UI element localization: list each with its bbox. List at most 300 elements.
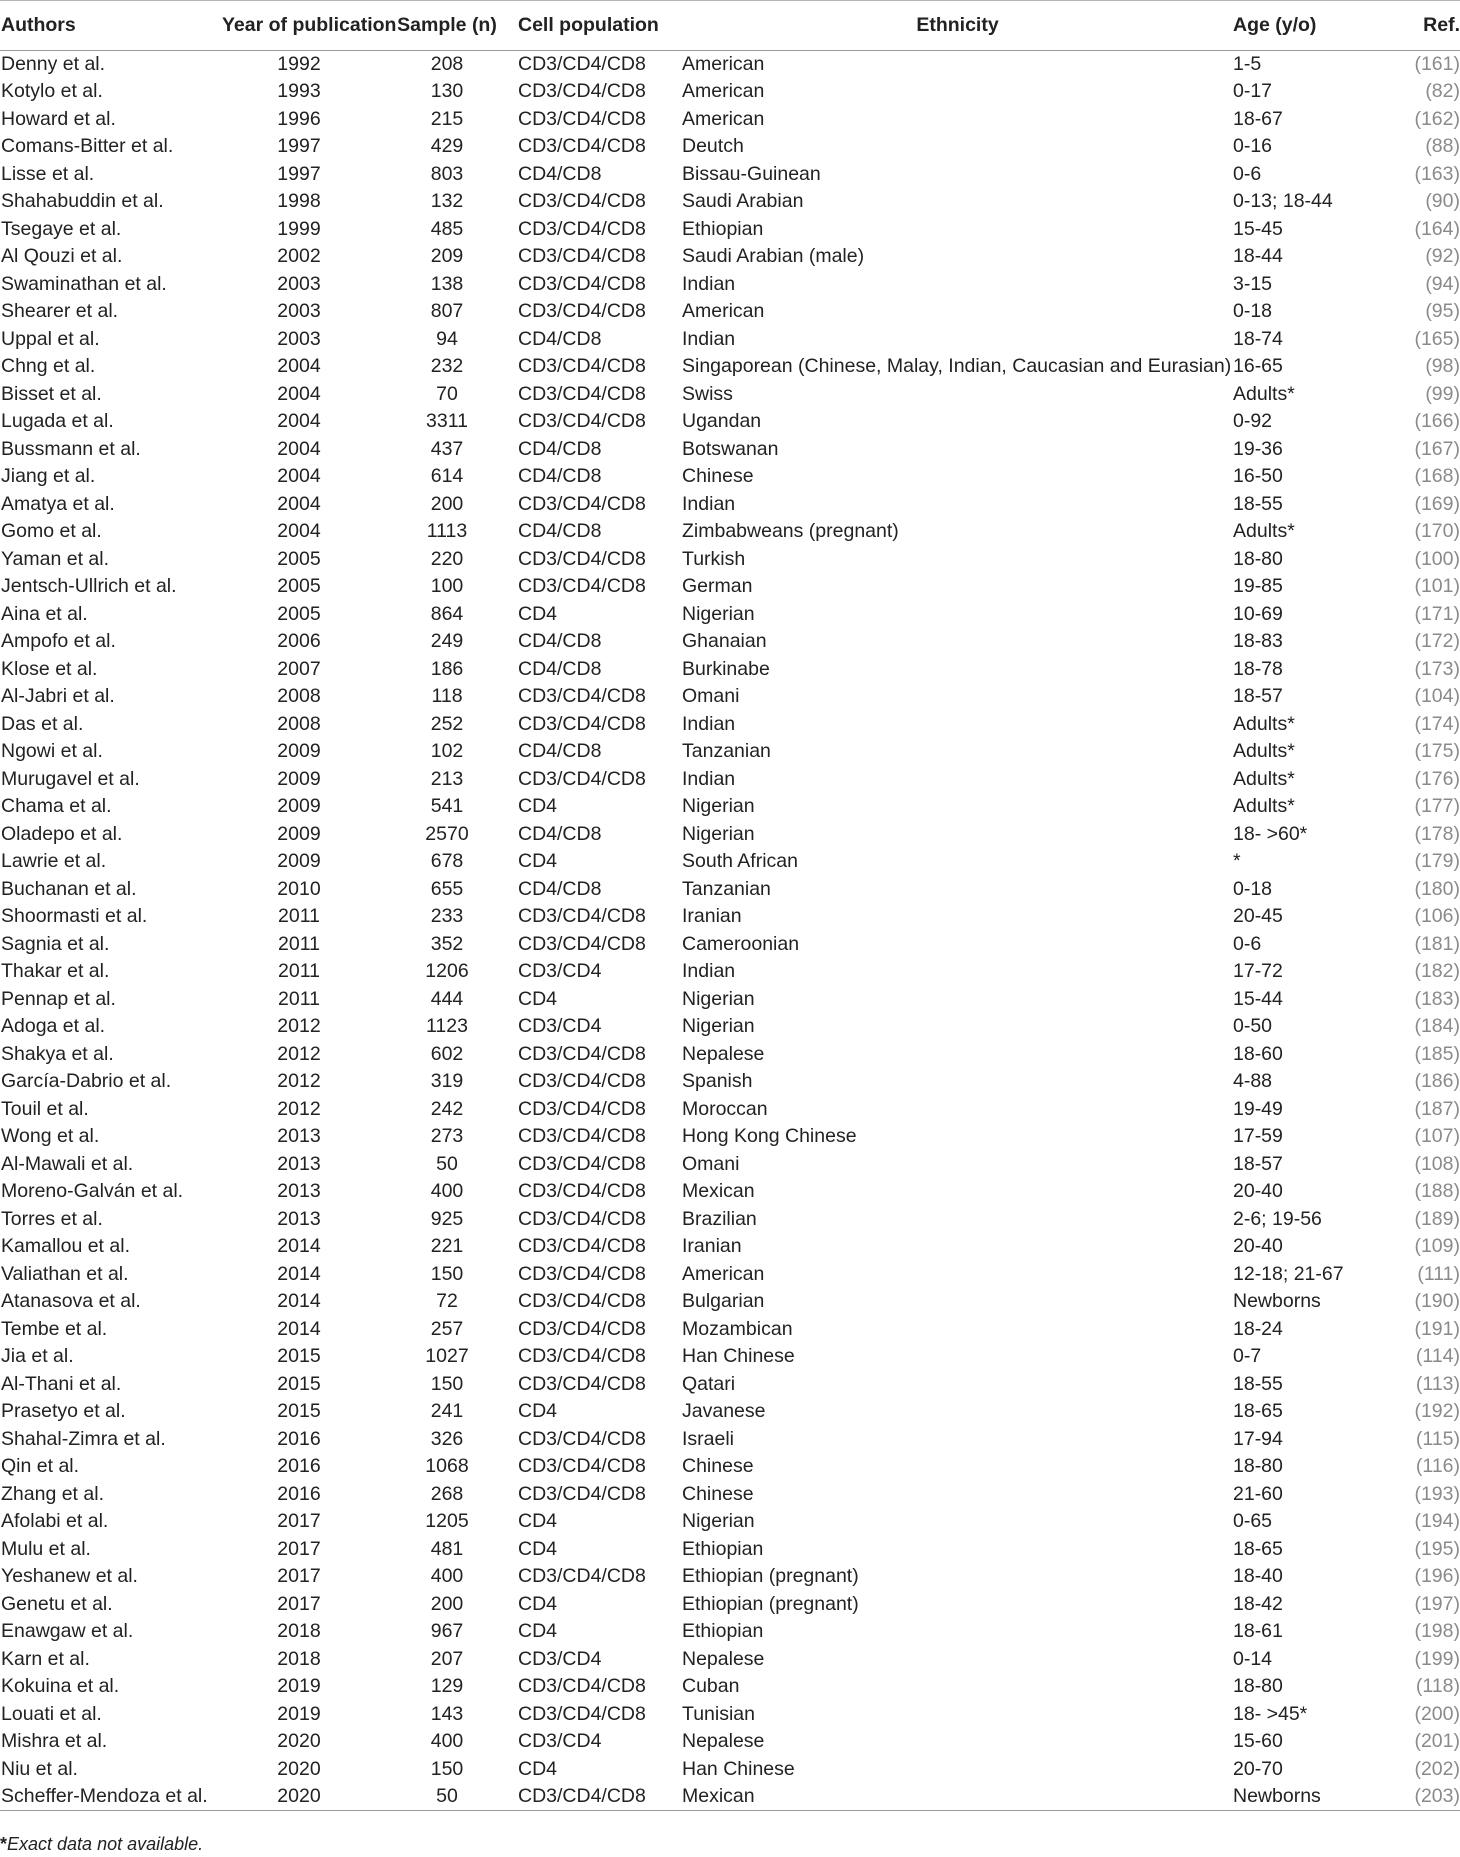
table-row xyxy=(0,1426,1460,1454)
cell-ref[interactable]: (198) xyxy=(1414,1620,1460,1643)
cell-ref[interactable]: (184) xyxy=(1414,1015,1460,1038)
cell-authors: Niu et al. xyxy=(1,1757,78,1780)
table-row xyxy=(0,1041,1460,1069)
cell-authors: Tembe et al. xyxy=(1,1317,108,1340)
cell-authors: Jiang et al. xyxy=(1,465,96,488)
cell-year: 2016 xyxy=(277,1455,321,1478)
cell-ref[interactable]: (163) xyxy=(1414,162,1460,185)
cell-ref[interactable]: (111) xyxy=(1417,1262,1460,1285)
cell-ref[interactable]: (187) xyxy=(1414,1097,1460,1120)
cell-age: 20-40 xyxy=(1233,1180,1283,1203)
cell-ref[interactable]: (90) xyxy=(1425,190,1460,213)
cell-age: Adults* xyxy=(1233,712,1295,735)
cell-population: CD4 xyxy=(518,1400,558,1423)
cell-ref[interactable]: (193) xyxy=(1414,1482,1460,1505)
cell-year: 2020 xyxy=(222,1783,376,1811)
cell-age: 17-59 xyxy=(1233,1125,1283,1148)
cell-sample: 437 xyxy=(430,437,464,460)
cell-year: 2002 xyxy=(277,245,321,268)
cell-sample: 678 xyxy=(430,850,464,873)
table-row xyxy=(0,1756,1460,1784)
cell-population: CD3/CD4/CD8 xyxy=(518,1783,682,1811)
cell-sample: 1206 xyxy=(425,960,469,983)
cell-population: CD3/CD4/CD8 xyxy=(518,712,646,735)
cell-ref[interactable]: (175) xyxy=(1414,740,1460,763)
cell-ref[interactable]: (165) xyxy=(1414,327,1460,350)
cell-ethnicity: Ethiopian xyxy=(682,1537,764,1560)
cell-ethnicity: Indian xyxy=(682,767,736,790)
cell-ethnicity: Ethiopian xyxy=(682,1620,764,1643)
cell-ref[interactable]: (190) xyxy=(1414,1290,1460,1313)
cell-ref[interactable]: (162) xyxy=(1414,107,1460,130)
cell-ethnicity: Singaporean (Chinese, Malay, Indian, Caucasian and Eurasian) xyxy=(682,355,1232,378)
cell-ref[interactable]: (189) xyxy=(1414,1207,1460,1230)
table-row xyxy=(0,1316,1460,1344)
cell-age: Adults* xyxy=(1233,740,1295,763)
cell-ref[interactable]: (180) xyxy=(1414,877,1460,900)
cell-sample: 200 xyxy=(430,492,464,515)
table-row xyxy=(0,1536,1460,1564)
cell-age: Adults* xyxy=(1233,520,1295,543)
table-row xyxy=(0,1673,1460,1701)
cell-population: CD3/CD4 xyxy=(518,960,602,983)
header-row xyxy=(0,1,1460,51)
cell-sample: 1068 xyxy=(425,1455,469,1478)
cell-population: CD3/CD4/CD8 xyxy=(518,217,646,240)
cell-age: 18-40 xyxy=(1233,1565,1283,1588)
table-row xyxy=(0,711,1460,739)
table-row xyxy=(0,958,1460,986)
cell-ethnicity: Omani xyxy=(682,1152,740,1175)
table-row xyxy=(0,436,1460,464)
cell-ref[interactable]: (197) xyxy=(1414,1592,1460,1615)
header-year: Year of publication xyxy=(222,1,376,51)
table-row xyxy=(0,766,1460,794)
cell-age: 20-70 xyxy=(1233,1757,1283,1780)
table-row xyxy=(0,326,1460,354)
cell-ethnicity: Spanish xyxy=(682,1070,753,1093)
table-row xyxy=(0,628,1460,656)
cell-population: CD3/CD4/CD8 xyxy=(518,53,646,75)
cell-sample: 925 xyxy=(430,1207,464,1230)
cell-ethnicity: Mexican xyxy=(682,1180,755,1203)
cell-authors: Zhang et al. xyxy=(1,1482,104,1505)
cell-population: CD4/CD8 xyxy=(518,520,602,543)
cell-ref[interactable]: (183) xyxy=(1414,987,1460,1010)
cell-authors: Al Qouzi et al. xyxy=(1,245,123,268)
cell-authors: Wong et al. xyxy=(1,1125,100,1148)
table-row xyxy=(0,1123,1460,1151)
cell-ref[interactable]: (182) xyxy=(1414,960,1460,983)
cell-ref[interactable]: (167) xyxy=(1414,437,1460,460)
cell-ref[interactable]: (116) xyxy=(1415,1455,1460,1478)
cell-sample: 481 xyxy=(430,1537,464,1560)
cell-ethnicity: Omani xyxy=(682,685,740,708)
table-row xyxy=(0,353,1460,381)
table-row xyxy=(0,1728,1460,1756)
cell-ethnicity: Chinese xyxy=(682,1482,754,1505)
cell-population: CD3/CD4/CD8 xyxy=(518,1702,646,1725)
cell-age: 0-6 xyxy=(1233,162,1262,185)
cell-ethnicity: Nigerian xyxy=(682,1015,755,1038)
cell-population: CD3/CD4 xyxy=(518,1015,602,1038)
cell-authors: Scheffer-Mendoza et al. xyxy=(0,1783,222,1811)
table-row xyxy=(0,848,1460,876)
cell-sample: 400 xyxy=(430,1180,464,1203)
cell-ethnicity: Indian xyxy=(682,712,736,735)
cell-sample: 2570 xyxy=(425,822,469,845)
cell-ref[interactable]: (166) xyxy=(1414,410,1460,433)
cell-ethnicity: Botswanan xyxy=(682,437,779,460)
cell-population: CD3/CD4/CD8 xyxy=(518,1125,646,1148)
cell-sample: 352 xyxy=(430,932,464,955)
cell-age: 15-44 xyxy=(1233,987,1283,1010)
cell-year: 2016 xyxy=(277,1482,321,1505)
cell-sample: 132 xyxy=(430,190,464,213)
table-row xyxy=(0,1178,1460,1206)
cell-age: 0-50 xyxy=(1233,1015,1273,1038)
cell-ethnicity: Swiss xyxy=(682,382,733,405)
cell-sample: 100 xyxy=(430,575,464,598)
cell-ref[interactable]: (94) xyxy=(1425,272,1460,295)
cell-population: CD3/CD4/CD8 xyxy=(518,1070,646,1093)
cell-ref[interactable]: (100) xyxy=(1414,547,1460,570)
cell-ref[interactable]: (179) xyxy=(1414,850,1460,873)
cell-ref[interactable]: (176) xyxy=(1414,767,1460,790)
cell-population: CD4 xyxy=(518,1620,558,1643)
cell-year: 2013 xyxy=(277,1125,321,1148)
table-row xyxy=(0,986,1460,1014)
cell-year: 2014 xyxy=(277,1262,321,1285)
cell-age: 18-74 xyxy=(1233,327,1283,350)
cell-authors: Ampofo et al. xyxy=(1,630,116,653)
cell-ref[interactable]: (194) xyxy=(1414,1510,1460,1533)
cell-age: 3-15 xyxy=(1233,272,1273,295)
cell-ethnicity: German xyxy=(682,575,753,598)
cell-ethnicity: Ethiopian (pregnant) xyxy=(682,1592,859,1615)
cell-sample: 50 xyxy=(376,1783,518,1811)
cell-ref[interactable]: (107) xyxy=(1414,1125,1460,1148)
table-row xyxy=(0,903,1460,931)
cell-year: 2008 xyxy=(277,685,321,708)
cell-sample: 273 xyxy=(430,1125,464,1148)
table-row xyxy=(0,1701,1460,1729)
cell-age: 0-92 xyxy=(1233,410,1273,433)
cell-year: 2011 xyxy=(278,960,320,983)
table-row xyxy=(0,408,1460,436)
cell-ref[interactable]: (98) xyxy=(1425,355,1460,378)
table-row xyxy=(0,1783,1460,1811)
cell-age: 17-94 xyxy=(1233,1427,1283,1450)
cell-ref[interactable]: (171) xyxy=(1414,602,1460,625)
cell-ref[interactable]: (170) xyxy=(1414,520,1460,543)
cell-age: 18-83 xyxy=(1233,630,1283,653)
table-row xyxy=(0,1591,1460,1619)
cell-population: CD3/CD4/CD8 xyxy=(518,1097,646,1120)
cell-ref[interactable]: (108) xyxy=(1414,1152,1460,1175)
cell-year: 1997 xyxy=(277,162,321,185)
cell-ref[interactable]: (177) xyxy=(1414,795,1460,818)
cell-ref[interactable]: (199) xyxy=(1414,1647,1460,1670)
cell-authors: Kamallou et al. xyxy=(1,1235,130,1258)
cell-authors: Louati et al. xyxy=(1,1702,102,1725)
table-row xyxy=(0,1288,1460,1316)
cell-population: CD4/CD8 xyxy=(518,657,602,680)
cell-age: 0-65 xyxy=(1233,1510,1273,1533)
table-body xyxy=(0,51,1460,1811)
cell-year: 2012 xyxy=(277,1097,321,1120)
cell-authors: Thakar et al. xyxy=(1,960,110,983)
cell-age: 18-80 xyxy=(1233,1455,1283,1478)
table-header xyxy=(0,1,1460,51)
cell-ethnicity: Bulgarian xyxy=(682,1290,765,1313)
cell-ethnicity: Han Chinese xyxy=(682,1757,795,1780)
cell-year: 2011 xyxy=(278,905,320,928)
cell-year: 2010 xyxy=(277,877,321,900)
cell-ethnicity: South African xyxy=(682,850,798,873)
cell-ref[interactable]: (88) xyxy=(1425,135,1460,158)
cell-ethnicity: Nepalese xyxy=(682,1730,765,1753)
cell-ethnicity: Nepalese xyxy=(682,1647,765,1670)
cell-authors: Genetu et al. xyxy=(1,1592,113,1615)
cell-population: CD3/CD4/CD8 xyxy=(518,190,646,213)
cell-ref[interactable]: (169) xyxy=(1414,492,1460,515)
cell-population: CD3/CD4/CD8 xyxy=(518,1372,646,1395)
cell-population: CD3/CD4/CD8 xyxy=(518,932,646,955)
cell-sample: 400 xyxy=(430,1730,464,1753)
cell-ethnicity: Zimbabweans (pregnant) xyxy=(682,520,899,543)
cell-ref[interactable]: (181) xyxy=(1414,932,1460,955)
cell-ethnicity: Moroccan xyxy=(682,1097,768,1120)
table-row xyxy=(0,821,1460,849)
cell-sample: 150 xyxy=(430,1262,464,1285)
cell-population: CD3/CD4/CD8 xyxy=(518,1152,646,1175)
cell-sample: 967 xyxy=(430,1620,464,1643)
cell-sample: 70 xyxy=(436,382,458,405)
cell-sample: 150 xyxy=(430,1757,464,1780)
cell-age: Adults* xyxy=(1233,795,1295,818)
cell-ethnicity: Hong Kong Chinese xyxy=(682,1125,857,1148)
cell-authors: Al-Jabri et al. xyxy=(1,685,115,708)
cell-ethnicity: Ethiopian (pregnant) xyxy=(682,1565,859,1588)
cell-ref[interactable]: (185) xyxy=(1414,1042,1460,1065)
cell-age: 0-16 xyxy=(1233,135,1273,158)
cell-sample: 213 xyxy=(430,767,464,790)
cell-year: 2014 xyxy=(277,1290,321,1313)
cell-ethnicity: Indian xyxy=(682,492,736,515)
cell-year: 2004 xyxy=(277,382,321,405)
cell-year: 2018 xyxy=(277,1647,321,1670)
cell-ref[interactable]: (104) xyxy=(1414,685,1460,708)
cell-ethnicity: American xyxy=(682,1262,765,1285)
cell-age: 18- >60* xyxy=(1233,822,1308,845)
cell-ethnicity: Deutch xyxy=(682,135,744,158)
cell-year: 2015 xyxy=(277,1400,321,1423)
cell-year: 1996 xyxy=(277,107,321,130)
cell-ref[interactable]: (174) xyxy=(1414,712,1460,735)
cell-ref[interactable]: (200) xyxy=(1414,1702,1460,1725)
cell-ref[interactable]: (202) xyxy=(1414,1757,1460,1780)
cell-sample: 429 xyxy=(430,135,464,158)
table-row xyxy=(0,1453,1460,1481)
cell-sample: 215 xyxy=(430,107,464,130)
table-row xyxy=(0,656,1460,684)
cell-ref[interactable]: (188) xyxy=(1414,1180,1460,1203)
cell-ref[interactable]: (195) xyxy=(1414,1537,1460,1560)
cell-ref[interactable]: (191) xyxy=(1414,1317,1460,1340)
cell-year: 2017 xyxy=(277,1510,321,1533)
cell-authors: Torres et al. xyxy=(1,1207,103,1230)
cell-ref[interactable]: (172) xyxy=(1414,630,1460,653)
cell-age: 18-65 xyxy=(1233,1537,1283,1560)
cell-age: 18-65 xyxy=(1233,1400,1283,1423)
table-row xyxy=(0,161,1460,189)
cell-ref[interactable]: (192) xyxy=(1414,1400,1460,1423)
cell-year: 2009 xyxy=(277,740,321,763)
cell-ref[interactable]: (95) xyxy=(1425,300,1460,323)
table-row xyxy=(0,573,1460,601)
cell-sample: 257 xyxy=(430,1317,464,1340)
cell-ref[interactable]: (173) xyxy=(1414,657,1460,680)
table-row xyxy=(0,1096,1460,1124)
cell-ethnicity: Cameroonian xyxy=(682,932,800,955)
cell-age: 0-7 xyxy=(1233,1345,1262,1368)
cell-population: CD3/CD4/CD8 xyxy=(518,1180,646,1203)
cell-ref[interactable]: (106) xyxy=(1414,905,1460,928)
cell-population: CD4/CD8 xyxy=(518,437,602,460)
cell-population: CD4/CD8 xyxy=(518,740,602,763)
cell-age: Newborns xyxy=(1233,1290,1321,1313)
cell-ref[interactable]: (203) xyxy=(1408,1783,1460,1811)
cell-sample: 207 xyxy=(430,1647,464,1670)
cell-year: 2004 xyxy=(277,410,321,433)
cell-authors: Ngowi et al. xyxy=(1,740,103,763)
cell-ethnicity: American xyxy=(682,80,765,103)
cell-sample: 220 xyxy=(430,547,464,570)
cell-population: CD3/CD4/CD8 xyxy=(518,767,646,790)
cell-ref[interactable]: (82) xyxy=(1425,80,1460,103)
cell-ref[interactable]: (178) xyxy=(1414,822,1460,845)
header-authors: Authors xyxy=(0,1,222,51)
cell-ethnicity: Chinese xyxy=(682,1455,754,1478)
table-row xyxy=(0,1481,1460,1509)
cell-ref[interactable]: (115) xyxy=(1415,1427,1460,1450)
cell-year: 2014 xyxy=(277,1317,321,1340)
cell-population: CD4/CD8 xyxy=(518,877,602,900)
cell-sample: 249 xyxy=(430,630,464,653)
cell-authors: Afolabi et al. xyxy=(1,1510,109,1533)
cell-year: 1993 xyxy=(277,80,321,103)
cell-year: 2006 xyxy=(277,630,321,653)
cell-ethnicity: Tunisian xyxy=(682,1702,755,1725)
cell-sample: 50 xyxy=(436,1152,458,1175)
cell-sample: 803 xyxy=(430,162,464,185)
cell-age: 18-57 xyxy=(1233,1152,1283,1175)
cell-authors: Kotylo et al. xyxy=(1,80,103,103)
cell-ethnicity: Javanese xyxy=(682,1400,766,1423)
cell-year: 1998 xyxy=(277,190,321,213)
cell-age: 0-18 xyxy=(1233,300,1273,323)
cell-authors: Buchanan et al. xyxy=(1,877,137,900)
cell-age: 18-78 xyxy=(1233,657,1283,680)
cell-ref[interactable]: (114) xyxy=(1415,1345,1460,1368)
cell-authors: Aina et al. xyxy=(1,602,88,625)
cell-population: CD3/CD4/CD8 xyxy=(518,80,646,103)
cell-population: CD4 xyxy=(518,1757,558,1780)
cell-ref[interactable]: (113) xyxy=(1415,1372,1460,1395)
cell-authors: Uppal et al. xyxy=(1,327,100,350)
cell-authors: García-Dabrio et al. xyxy=(1,1070,172,1093)
cell-year: 2005 xyxy=(277,575,321,598)
cell-age: 18-42 xyxy=(1233,1592,1283,1615)
cell-authors: Al-Thani et al. xyxy=(1,1372,122,1395)
cell-sample: 614 xyxy=(430,465,464,488)
cell-sample: 130 xyxy=(430,80,464,103)
cell-age: 21-60 xyxy=(1233,1482,1283,1505)
cell-authors: Shahal-Zimra et al. xyxy=(1,1427,166,1450)
cell-year: 1999 xyxy=(277,217,321,240)
cell-authors: Swaminathan et al. xyxy=(1,272,167,295)
cell-ref[interactable]: (164) xyxy=(1414,217,1460,240)
cell-ref[interactable]: (161) xyxy=(1414,53,1460,75)
cell-sample: 444 xyxy=(430,987,464,1010)
cell-ethnicity: Nigerian xyxy=(682,987,755,1010)
cell-ethnicity: Ethiopian xyxy=(682,217,764,240)
cell-ref[interactable]: (101) xyxy=(1414,575,1460,598)
table-row xyxy=(0,188,1460,216)
cell-population: CD3/CD4/CD8 xyxy=(518,355,646,378)
cell-sample: 209 xyxy=(430,245,464,268)
table-row xyxy=(0,1371,1460,1399)
cell-sample: 864 xyxy=(430,602,464,625)
cell-authors: Lawrie et al. xyxy=(1,850,107,873)
cell-age: 1-5 xyxy=(1233,53,1262,75)
cell-age: 18-60 xyxy=(1233,1042,1283,1065)
cell-age: 18-55 xyxy=(1233,492,1283,515)
cell-population: CD4 xyxy=(518,850,558,873)
cell-sample: 129 xyxy=(430,1675,464,1698)
cell-sample: 118 xyxy=(431,685,463,708)
cell-ref[interactable]: (118) xyxy=(1415,1675,1460,1698)
cell-authors: Shearer et al. xyxy=(1,300,119,323)
table-row xyxy=(0,216,1460,244)
cell-authors: Sagnia et al. xyxy=(1,932,110,955)
cell-ref[interactable]: (92) xyxy=(1425,245,1460,268)
cell-year: 2004 xyxy=(277,437,321,460)
cell-population: CD4/CD8 xyxy=(518,630,602,653)
cell-ref[interactable]: (99) xyxy=(1425,382,1460,405)
cell-authors: Enawgaw et al. xyxy=(1,1620,134,1643)
cell-age: 16-65 xyxy=(1233,355,1283,378)
cell-age: 18- >45* xyxy=(1233,1702,1308,1725)
cell-year: 2011 xyxy=(278,987,320,1010)
table-row xyxy=(0,1068,1460,1096)
cell-population: CD3/CD4/CD8 xyxy=(518,1427,646,1450)
cell-year: 2018 xyxy=(277,1620,321,1643)
cell-authors: Al-Mawali et al. xyxy=(1,1152,134,1175)
table-row xyxy=(0,298,1460,326)
cell-authors: Comans-Bitter et al. xyxy=(1,135,174,158)
cell-ref[interactable]: (186) xyxy=(1414,1070,1460,1093)
cell-year: 2017 xyxy=(277,1537,321,1560)
cell-year: 2012 xyxy=(277,1015,321,1038)
cell-ref[interactable]: (168) xyxy=(1414,465,1460,488)
cell-ref[interactable]: (109) xyxy=(1414,1235,1460,1258)
cell-ref[interactable]: (201) xyxy=(1414,1730,1460,1753)
cell-ethnicity: Brazilian xyxy=(682,1207,757,1230)
table-row xyxy=(0,271,1460,299)
cell-ref[interactable]: (196) xyxy=(1414,1565,1460,1588)
